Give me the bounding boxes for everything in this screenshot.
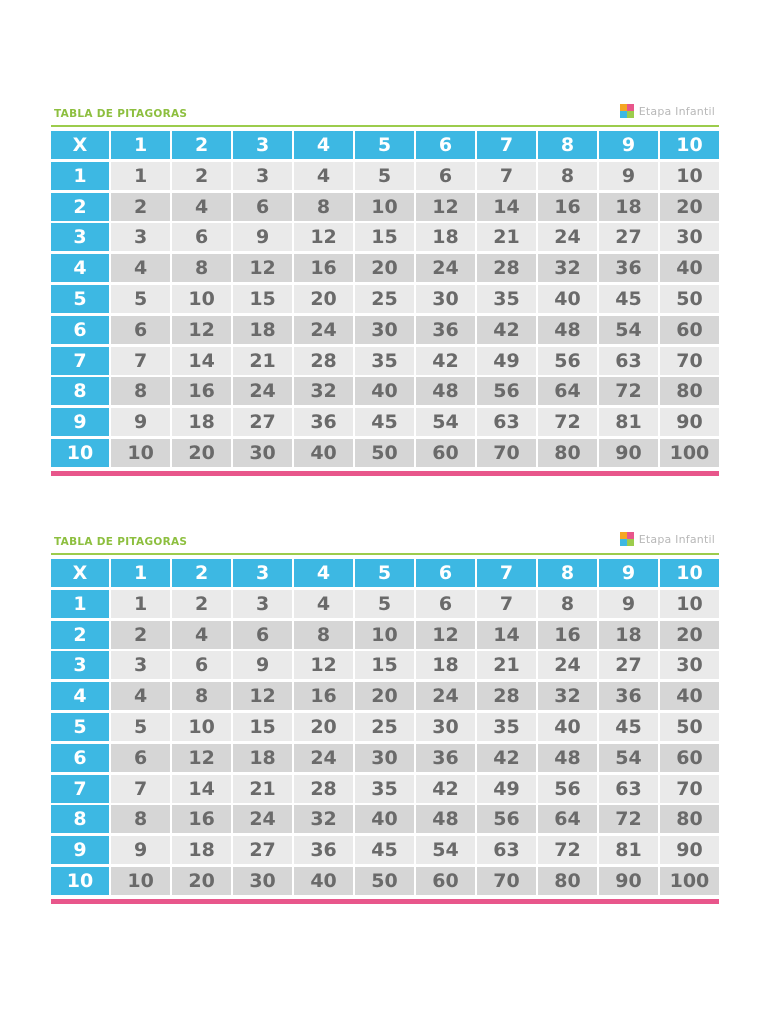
row-header: 5 <box>51 713 109 741</box>
column-header: 3 <box>233 559 292 587</box>
product-cell: 25 <box>355 713 414 741</box>
product-cell: 10 <box>111 439 170 467</box>
product-cell: 10 <box>172 713 231 741</box>
product-cell: 40 <box>538 713 597 741</box>
product-cell: 36 <box>599 682 658 710</box>
bottom-bar <box>51 471 719 476</box>
column-header: 1 <box>111 131 170 159</box>
row-header: 6 <box>51 744 109 772</box>
product-cell: 7 <box>111 775 170 803</box>
column-header: 6 <box>416 131 475 159</box>
product-cell: 28 <box>294 775 353 803</box>
product-cell: 50 <box>660 713 719 741</box>
product-cell: 18 <box>599 621 658 649</box>
column-header: 7 <box>477 559 536 587</box>
product-cell: 48 <box>538 316 597 344</box>
product-cell: 15 <box>233 285 292 313</box>
column-header: 8 <box>538 131 597 159</box>
row-header: 7 <box>51 775 109 803</box>
row-header: 8 <box>51 377 109 405</box>
product-cell: 12 <box>172 744 231 772</box>
product-cell: 12 <box>233 254 292 282</box>
card-header <box>51 102 719 127</box>
product-cell: 20 <box>660 621 719 649</box>
row-header: 8 <box>51 805 109 833</box>
product-cell: 72 <box>599 377 658 405</box>
product-cell: 64 <box>538 805 597 833</box>
product-cell: 48 <box>538 744 597 772</box>
product-cell: 20 <box>355 682 414 710</box>
product-cell: 2 <box>111 193 170 221</box>
row-header: 2 <box>51 621 109 649</box>
product-cell: 8 <box>172 682 231 710</box>
product-cell: 24 <box>538 223 597 251</box>
product-cell: 24 <box>233 805 292 833</box>
product-cell: 40 <box>660 254 719 282</box>
product-cell: 80 <box>660 377 719 405</box>
product-cell: 49 <box>477 775 536 803</box>
row-header: 3 <box>51 651 109 679</box>
product-cell: 16 <box>294 254 353 282</box>
product-cell: 9 <box>599 162 658 190</box>
product-cell: 12 <box>233 682 292 710</box>
product-cell: 80 <box>538 867 597 895</box>
product-cell: 7 <box>111 347 170 375</box>
product-cell: 1 <box>111 590 170 618</box>
column-header: 9 <box>599 131 658 159</box>
product-cell: 30 <box>416 285 475 313</box>
product-cell: 45 <box>599 285 658 313</box>
product-cell: 70 <box>660 347 719 375</box>
product-cell: 40 <box>660 682 719 710</box>
bottom-bar <box>51 899 719 904</box>
column-header: 7 <box>477 131 536 159</box>
product-cell: 90 <box>660 836 719 864</box>
product-cell: 16 <box>538 193 597 221</box>
pythagoras-table-card <box>51 102 719 476</box>
product-cell: 12 <box>416 193 475 221</box>
product-cell: 81 <box>599 836 658 864</box>
product-cell: 21 <box>477 223 536 251</box>
product-cell: 8 <box>111 377 170 405</box>
product-cell: 10 <box>355 193 414 221</box>
product-cell: 8 <box>294 621 353 649</box>
product-cell: 42 <box>477 744 536 772</box>
row-header: 4 <box>51 254 109 282</box>
product-cell: 6 <box>172 651 231 679</box>
product-cell: 10 <box>660 590 719 618</box>
row-header: 2 <box>51 193 109 221</box>
column-header: 6 <box>416 559 475 587</box>
product-cell: 70 <box>477 439 536 467</box>
product-cell: 28 <box>477 254 536 282</box>
product-cell: 4 <box>294 590 353 618</box>
product-cell: 54 <box>599 744 658 772</box>
product-cell: 9 <box>233 651 292 679</box>
product-cell: 10 <box>172 285 231 313</box>
product-cell: 30 <box>416 713 475 741</box>
column-header: 5 <box>355 131 414 159</box>
product-cell: 4 <box>172 621 231 649</box>
corner-cell: X <box>51 559 109 587</box>
product-cell: 90 <box>599 867 658 895</box>
product-cell: 36 <box>294 408 353 436</box>
product-cell: 63 <box>599 775 658 803</box>
product-cell: 20 <box>660 193 719 221</box>
product-cell: 32 <box>294 805 353 833</box>
product-cell: 36 <box>416 316 475 344</box>
product-cell: 5 <box>355 590 414 618</box>
product-cell: 70 <box>477 867 536 895</box>
pythagoras-table-card <box>51 530 719 904</box>
product-cell: 60 <box>660 316 719 344</box>
product-cell: 8 <box>294 193 353 221</box>
product-cell: 4 <box>172 193 231 221</box>
product-cell: 35 <box>355 347 414 375</box>
product-cell: 10 <box>111 867 170 895</box>
product-cell: 20 <box>172 439 231 467</box>
product-cell: 81 <box>599 408 658 436</box>
product-cell: 90 <box>660 408 719 436</box>
product-cell: 3 <box>111 223 170 251</box>
product-cell: 15 <box>355 223 414 251</box>
column-header: 5 <box>355 559 414 587</box>
product-cell: 20 <box>172 867 231 895</box>
product-cell: 45 <box>355 836 414 864</box>
row-header: 1 <box>51 590 109 618</box>
product-cell: 18 <box>172 408 231 436</box>
product-cell: 35 <box>477 713 536 741</box>
product-cell: 24 <box>294 744 353 772</box>
product-cell: 28 <box>477 682 536 710</box>
product-cell: 21 <box>477 651 536 679</box>
product-cell: 72 <box>538 408 597 436</box>
row-header: 4 <box>51 682 109 710</box>
product-cell: 9 <box>111 408 170 436</box>
product-cell: 16 <box>294 682 353 710</box>
product-cell: 28 <box>294 347 353 375</box>
product-cell: 18 <box>416 651 475 679</box>
product-cell: 8 <box>172 254 231 282</box>
column-header: 1 <box>111 559 170 587</box>
product-cell: 54 <box>416 836 475 864</box>
product-cell: 40 <box>294 867 353 895</box>
product-cell: 10 <box>355 621 414 649</box>
product-cell: 25 <box>355 285 414 313</box>
product-cell: 20 <box>355 254 414 282</box>
puzzle-logo-icon <box>620 532 634 546</box>
product-cell: 30 <box>233 867 292 895</box>
column-header: 8 <box>538 559 597 587</box>
column-header: 4 <box>294 131 353 159</box>
row-header: 9 <box>51 836 109 864</box>
row-header: 7 <box>51 347 109 375</box>
product-cell: 5 <box>111 713 170 741</box>
product-cell: 56 <box>538 775 597 803</box>
product-cell: 35 <box>477 285 536 313</box>
product-cell: 18 <box>416 223 475 251</box>
product-cell: 24 <box>416 682 475 710</box>
product-cell: 3 <box>111 651 170 679</box>
product-cell: 63 <box>599 347 658 375</box>
product-cell: 16 <box>172 805 231 833</box>
product-cell: 45 <box>355 408 414 436</box>
product-cell: 36 <box>416 744 475 772</box>
product-cell: 42 <box>416 775 475 803</box>
product-cell: 3 <box>233 162 292 190</box>
row-header: 6 <box>51 316 109 344</box>
product-cell: 36 <box>294 836 353 864</box>
product-cell: 24 <box>233 377 292 405</box>
product-cell: 12 <box>294 651 353 679</box>
product-cell: 56 <box>538 347 597 375</box>
table-title: TABLA DE PITAGORAS <box>54 536 188 548</box>
product-cell: 50 <box>355 439 414 467</box>
product-cell: 32 <box>538 682 597 710</box>
product-cell: 6 <box>416 590 475 618</box>
column-header: 9 <box>599 559 658 587</box>
product-cell: 60 <box>416 439 475 467</box>
product-cell: 4 <box>294 162 353 190</box>
product-cell: 27 <box>233 836 292 864</box>
corner-cell: X <box>51 131 109 159</box>
product-cell: 49 <box>477 347 536 375</box>
product-cell: 100 <box>660 439 719 467</box>
row-header: 10 <box>51 439 109 467</box>
product-cell: 18 <box>599 193 658 221</box>
product-cell: 70 <box>660 775 719 803</box>
product-cell: 4 <box>111 682 170 710</box>
product-cell: 8 <box>538 162 597 190</box>
product-cell: 64 <box>538 377 597 405</box>
product-cell: 32 <box>538 254 597 282</box>
product-cell: 8 <box>538 590 597 618</box>
product-cell: 8 <box>111 805 170 833</box>
brand-name: Etapa Infantil <box>638 532 715 546</box>
column-header: 4 <box>294 559 353 587</box>
product-cell: 63 <box>477 836 536 864</box>
column-header: 3 <box>233 131 292 159</box>
product-cell: 14 <box>477 193 536 221</box>
product-cell: 40 <box>355 805 414 833</box>
product-cell: 15 <box>233 713 292 741</box>
product-cell: 50 <box>355 867 414 895</box>
product-cell: 54 <box>599 316 658 344</box>
product-cell: 9 <box>111 836 170 864</box>
product-cell: 14 <box>172 775 231 803</box>
product-cell: 54 <box>416 408 475 436</box>
product-cell: 40 <box>355 377 414 405</box>
product-cell: 30 <box>660 651 719 679</box>
product-cell: 9 <box>233 223 292 251</box>
product-cell: 12 <box>172 316 231 344</box>
product-cell: 42 <box>477 316 536 344</box>
product-cell: 2 <box>172 590 231 618</box>
product-cell: 30 <box>355 316 414 344</box>
card-header <box>51 530 719 555</box>
product-cell: 5 <box>111 285 170 313</box>
row-header: 3 <box>51 223 109 251</box>
product-cell: 80 <box>660 805 719 833</box>
product-cell: 6 <box>111 744 170 772</box>
product-cell: 27 <box>233 408 292 436</box>
product-cell: 6 <box>233 621 292 649</box>
brand-name: Etapa Infantil <box>638 104 715 118</box>
product-cell: 3 <box>233 590 292 618</box>
product-cell: 4 <box>111 254 170 282</box>
product-cell: 6 <box>416 162 475 190</box>
product-cell: 90 <box>599 439 658 467</box>
product-cell: 36 <box>599 254 658 282</box>
multiplication-grid <box>51 559 719 895</box>
product-cell: 35 <box>355 775 414 803</box>
product-cell: 72 <box>599 805 658 833</box>
row-header: 5 <box>51 285 109 313</box>
product-cell: 6 <box>172 223 231 251</box>
product-cell: 15 <box>355 651 414 679</box>
product-cell: 72 <box>538 836 597 864</box>
product-cell: 9 <box>599 590 658 618</box>
table-title: TABLA DE PITAGORAS <box>54 108 188 120</box>
product-cell: 100 <box>660 867 719 895</box>
product-cell: 5 <box>355 162 414 190</box>
row-header: 1 <box>51 162 109 190</box>
product-cell: 6 <box>111 316 170 344</box>
product-cell: 24 <box>538 651 597 679</box>
product-cell: 7 <box>477 590 536 618</box>
product-cell: 21 <box>233 347 292 375</box>
product-cell: 56 <box>477 805 536 833</box>
product-cell: 27 <box>599 651 658 679</box>
product-cell: 60 <box>660 744 719 772</box>
product-cell: 18 <box>233 744 292 772</box>
product-cell: 6 <box>233 193 292 221</box>
product-cell: 60 <box>416 867 475 895</box>
product-cell: 2 <box>111 621 170 649</box>
brand <box>620 530 715 548</box>
column-header: 10 <box>660 131 719 159</box>
product-cell: 48 <box>416 805 475 833</box>
product-cell: 18 <box>172 836 231 864</box>
product-cell: 18 <box>233 316 292 344</box>
product-cell: 24 <box>294 316 353 344</box>
row-header: 10 <box>51 867 109 895</box>
product-cell: 1 <box>111 162 170 190</box>
product-cell: 40 <box>294 439 353 467</box>
product-cell: 20 <box>294 713 353 741</box>
puzzle-logo-icon <box>620 104 634 118</box>
product-cell: 14 <box>172 347 231 375</box>
product-cell: 32 <box>294 377 353 405</box>
product-cell: 56 <box>477 377 536 405</box>
multiplication-grid <box>51 131 719 467</box>
product-cell: 42 <box>416 347 475 375</box>
product-cell: 45 <box>599 713 658 741</box>
product-cell: 16 <box>172 377 231 405</box>
row-header: 9 <box>51 408 109 436</box>
product-cell: 12 <box>294 223 353 251</box>
product-cell: 50 <box>660 285 719 313</box>
product-cell: 12 <box>416 621 475 649</box>
product-cell: 30 <box>233 439 292 467</box>
product-cell: 27 <box>599 223 658 251</box>
product-cell: 80 <box>538 439 597 467</box>
product-cell: 48 <box>416 377 475 405</box>
product-cell: 20 <box>294 285 353 313</box>
product-cell: 7 <box>477 162 536 190</box>
product-cell: 40 <box>538 285 597 313</box>
brand <box>620 102 715 120</box>
product-cell: 63 <box>477 408 536 436</box>
column-header: 2 <box>172 131 231 159</box>
product-cell: 16 <box>538 621 597 649</box>
product-cell: 10 <box>660 162 719 190</box>
product-cell: 24 <box>416 254 475 282</box>
column-header: 2 <box>172 559 231 587</box>
product-cell: 14 <box>477 621 536 649</box>
column-header: 10 <box>660 559 719 587</box>
product-cell: 2 <box>172 162 231 190</box>
product-cell: 30 <box>660 223 719 251</box>
product-cell: 30 <box>355 744 414 772</box>
product-cell: 21 <box>233 775 292 803</box>
